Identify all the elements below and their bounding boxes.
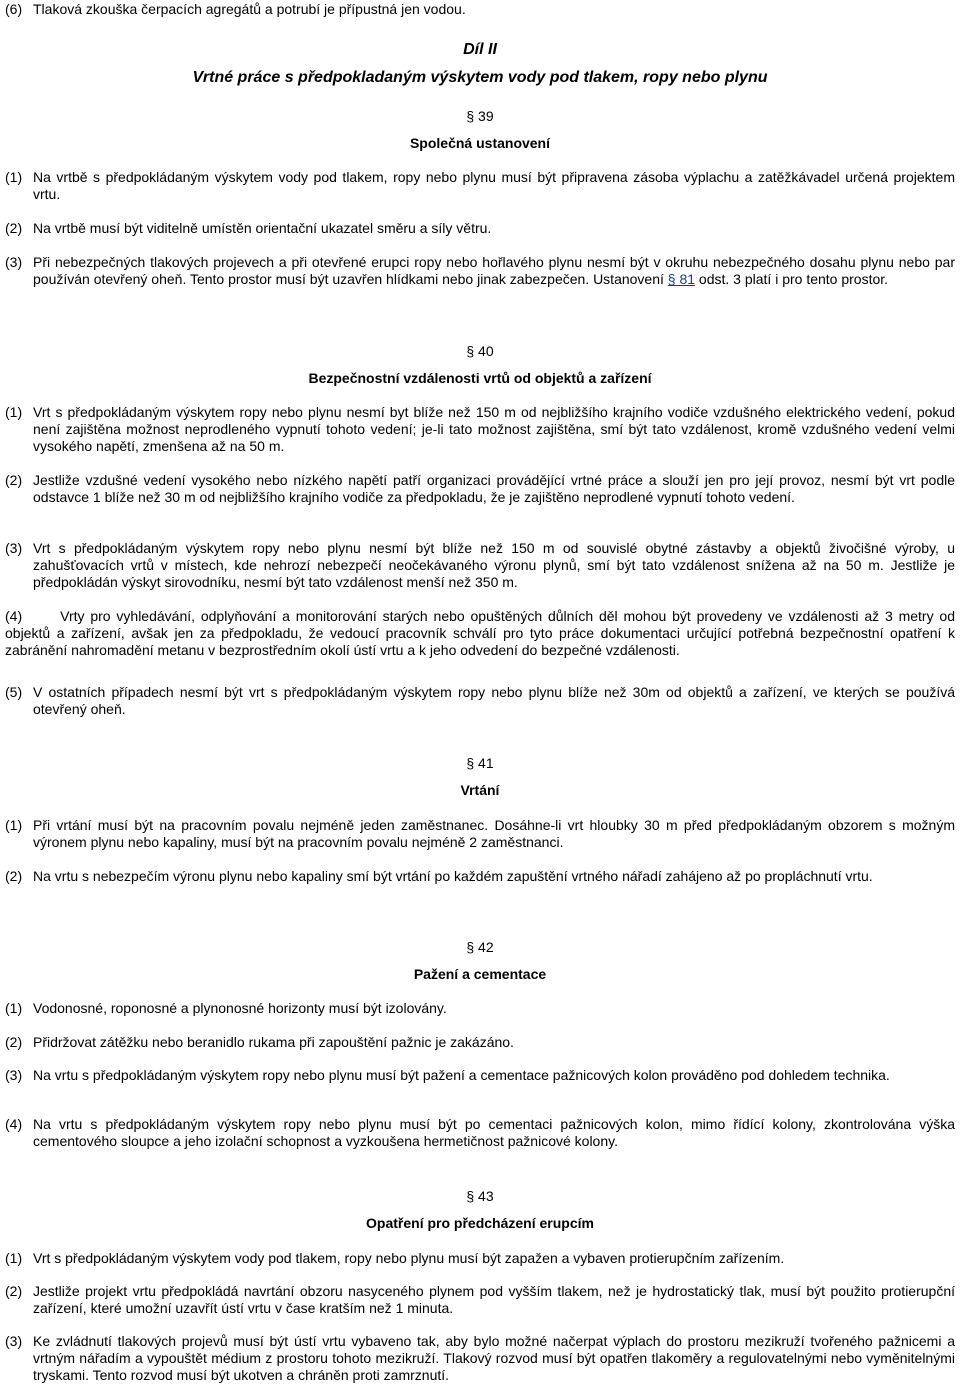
s42-paragraph-4 <box>5 1116 955 1150</box>
paragraph-text: Vrt s předpokládaným výskytem ropy nebo plynu nesmí byt blíže než 150 m od nejbližšího krajního vodiče vzdušného elektrického vedení, pokud není zajištěna možnost neprodleného vypnutí tohoto vedení; je-li tato možnost zajištěna, smí být tato vzdálenost, kromě vzdušného vedení velmi vysokého napětí, zmenšena až na 50 m. <box>33 404 955 454</box>
paragraph-number: (1) <box>5 404 23 420</box>
paragraph-number: (1) <box>5 1000 23 1016</box>
paragraph-text: Na vrtbě s předpokládaným výskytem vody pod tlakem, ropy nebo plynu musí být připravena zásoba výplachu a zatěžkávadel určená projektem vrtu. <box>33 169 955 202</box>
paragraph-number: (3) <box>5 1333 23 1349</box>
paragraph-text: Na vrtu s předpokládaným výskytem ropy nebo plynu musí být po cementaci pažnicových kolon, mimo řídící kolony, zkontrolována výška cementového sloupce a jeho izolační schopnost a vyzkoušena hermetičnost pažnicové kolony. <box>33 1116 955 1149</box>
section-sign-icon: § <box>466 108 475 124</box>
paragraph-number: (2) <box>5 472 23 488</box>
paragraph-text: Vodonosné, roponosné a plynonosné horizonty musí být izolovány. <box>33 1000 447 1016</box>
paragraph-text: Na vrtu s předpokládaným výskytem ropy nebo plynu musí být pažení a cementace pažnicových kolon prováděno pod dohledem technika. <box>33 1067 890 1083</box>
s39-paragraph-3 <box>5 254 955 288</box>
s43-paragraph-3 <box>5 1333 955 1384</box>
paragraph-6 <box>5 1 955 18</box>
section-41-number: § 41 <box>466 755 494 771</box>
paragraph-text: Vrt s předpokládaným výskytem ropy nebo plynu nesmí být blíže než 150 m od souvislé obytné zástavby a objektů živočišné výroby, u zahušťovacích vrtů v místech, kde nehrozí nebezpečí neočekávaného výronu plynů, smí být tato vzdálenost snížena až na 50 m. Jestliže je předpokládán výskyt sirovodníku, nesmí být tato vzdálenost menší než 350 m. <box>33 540 955 590</box>
paragraph-number: (4) <box>5 1116 23 1132</box>
part-title: Díl II <box>463 41 497 58</box>
s43-paragraph-1 <box>5 1250 955 1267</box>
paragraph-number: (1) <box>5 1250 23 1266</box>
section-39-title: Společná ustanovení <box>409 135 551 151</box>
s40-paragraph-2 <box>5 472 955 506</box>
paragraph-text: Tlaková zkouška čerpacích agregátů a potrubí je přípustná jen vodou. <box>33 1 466 17</box>
s39-paragraph-2 <box>5 220 955 237</box>
paragraph-number: (2) <box>5 1283 23 1299</box>
s42-paragraph-1 <box>5 1000 955 1017</box>
s40-paragraph-3 <box>5 540 955 591</box>
s42-paragraph-2 <box>5 1034 955 1051</box>
paragraph-number: (2) <box>5 220 23 236</box>
paragraph-text: Jestliže projekt vrtu předpokládá navrtání obzoru nasyceného plynem pod vyšším tlakem, než je hydrostatický tlak, musí být použito protierupční zařízení, které umožní uzavřít ústí vrtu v čase kratším než 1 minuta. <box>33 1283 955 1316</box>
s41-paragraph-1 <box>5 817 955 851</box>
paragraph-text: Při nebezpečných tlakových projevech a při otevřené erupci ropy nebo hořlavého plynu nesmí být v okruhu nebezpečného dosahu plynu nebo par používán otevřený oheň. Tento prostor musí být uzavřen hlídkami nebo jinak zabezpečen. Ustanovení § 81 odst. 3 platí i pro tento prostor. <box>33 254 955 287</box>
paragraph-number: (1) <box>5 169 23 185</box>
s43-paragraph-2 <box>5 1283 955 1317</box>
s41-paragraph-2 <box>5 868 955 885</box>
paragraph-number: (2) <box>5 868 23 884</box>
s39-paragraph-1 <box>5 169 955 203</box>
section-43-number: § 43 <box>466 1188 494 1204</box>
s40-paragraph-5 <box>5 684 955 718</box>
section-42-title: Pažení a cementace <box>413 966 547 982</box>
paragraph-text: (4) Vrty pro vyhledávání, odplyňování a monitorování starých nebo opuštěných důlních děl mohou být provedeny ve vzdálenosti až 3 metry od objektů a zařízení, avšak jen za předpokladu, že vedoucí pracovník schválí pro tyto práce dokumentaci určující potřebná bezpečnostní opatření k zabránění nahromadění metanu v bezprostředním okolí ústí vrtu a k jeho odvedení do bezpečné vzdálenosti. <box>5 608 955 658</box>
section-42-number: § 42 <box>466 939 494 955</box>
paragraph-text: Při vrtání musí být na pracovním povalu nejméně jeden zaměstnanec. Dosáhne-li vrt hloubky 30 m před předpokládaným obzorem s možným výronem plynu nebo kapaliny, musí být na pracovním povalu nejméně 2 zaměstnanci. <box>33 817 955 850</box>
paragraph-text: Vrt s předpokládaným výskytem vody pod tlakem, ropy nebo plynu musí být zapažen a vybaven protierupčním zařízením. <box>33 1250 785 1266</box>
paragraph-text: Na vrtu s nebezpečím výronu plynu nebo kapaliny smí být vrtání po každém zapuštění vrtného nářadí zahájeno až po propláchnutí vrtu. <box>33 868 873 884</box>
paragraph-number: (5) <box>5 684 23 700</box>
paragraph-text: Na vrtbě musí být viditelně umístěn orientační ukazatel směru a síly větru. <box>33 220 492 236</box>
section-81-link[interactable]: § 81 <box>667 271 696 287</box>
section-40-number: § 40 <box>466 343 494 359</box>
section-39-number: § 39 <box>466 108 494 124</box>
paragraph-text: V ostatních případech nesmí být vrt s předpokládaným výskytem ropy nebo plynu blíže než 30m od objektů a zařízení, ve kterých se používá otevřený oheň. <box>33 684 955 717</box>
paragraph-number: (2) <box>5 1034 23 1050</box>
section-43-title: Opatření pro předcházení erupcím <box>366 1215 594 1231</box>
section-40-title: Bezpečnostní vzdálenosti vrtů od objektů a zařízení <box>308 370 652 386</box>
paragraph-number: (4) <box>5 608 23 624</box>
section-41-title: Vrtání <box>460 782 500 798</box>
paragraph-text: Jestliže vzdušné vedení vysokého nebo nízkého napětí patří organizaci provádějící vrtné práce a slouží jen pro její provoz, nesmí být vrt podle odstavce 1 blíže než 30 m od nejbližšího krajního vodiče za předpokladu, že je zajištěno neprodlené vypnutí tohoto vedení. <box>33 472 955 505</box>
paragraph-number: (3) <box>5 1067 23 1083</box>
part-subtitle: Vrtné práce s předpokladaným výskytem vody pod tlakem, ropy nebo plynu <box>192 69 768 86</box>
paragraph-number: (3) <box>5 254 23 270</box>
paragraph-number: (3) <box>5 540 23 556</box>
paragraph-number: (6) <box>5 1 23 17</box>
s40-paragraph-1 <box>5 404 955 455</box>
paragraph-text: Přidržovat zátěžku nebo beranidlo rukama při zapouštění pažnic je zakázáno. <box>33 1034 514 1050</box>
s42-paragraph-3 <box>5 1067 955 1084</box>
s40-paragraph-4 <box>5 608 955 659</box>
paragraph-text: Ke zvládnutí tlakových projevů musí být ústí vrtu vybaveno tak, aby bylo možné načerpat výplach do prostoru mezikruží tvořeného pažnicemi a vrtným nářadím a vypouštět médium z prostoru tohoto mezikruží. Tlakový rozvod musí být opatřen tlakoměry a regulovatelnými nebo vyměnitelnými tryskami. Tento rozvod musí být ukotven a chráněn proti zamrznutí. <box>33 1333 955 1383</box>
paragraph-number: (1) <box>5 817 23 833</box>
